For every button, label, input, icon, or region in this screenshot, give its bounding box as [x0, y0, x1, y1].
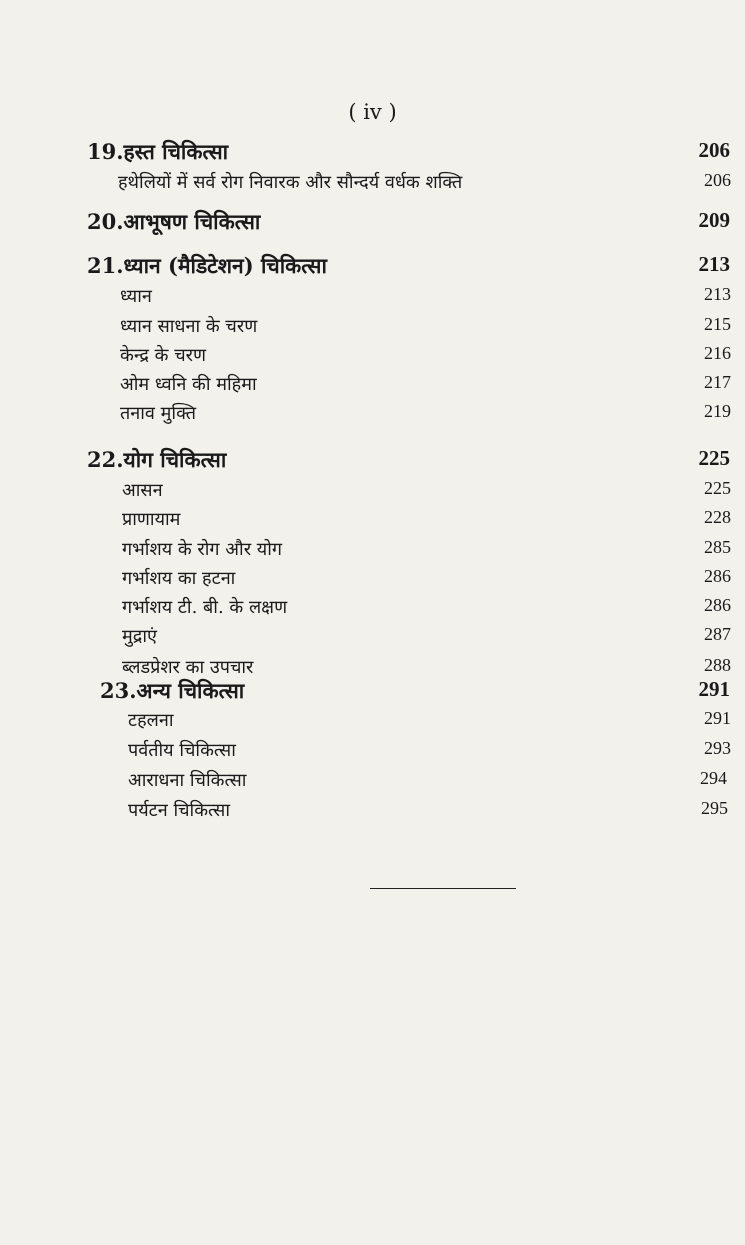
- toc-entry[interactable]: [0, 566, 745, 596]
- entry-page: 288: [704, 655, 731, 675]
- toc-entry[interactable]: [0, 343, 745, 373]
- entry-title: तनाव मुक्ति: [120, 403, 196, 424]
- toc-chapter-22[interactable]: [0, 446, 745, 476]
- entry-page: 287: [704, 624, 731, 644]
- toc-chapter-21[interactable]: [0, 252, 745, 282]
- toc-entry[interactable]: [0, 537, 745, 567]
- entry-title: पर्वतीय चिकित्सा: [128, 740, 236, 761]
- toc-entry[interactable]: [0, 401, 745, 431]
- chapter-page: 291: [698, 677, 730, 701]
- entry-title: गर्भाशय का हटना: [122, 568, 236, 589]
- toc-entry[interactable]: [0, 314, 745, 344]
- chapter-title: 20.आभूषण चिकित्सा: [87, 209, 261, 234]
- toc-entry[interactable]: [0, 284, 745, 314]
- toc-entry[interactable]: [0, 768, 745, 798]
- entry-title: ओम ध्वनि की महिमा: [120, 374, 257, 395]
- entry-page: 216: [704, 343, 731, 363]
- entry-title: हथेलियों में सर्व रोग निवारक और सौन्दर्य वर्धक शक्ति: [118, 172, 463, 193]
- toc-chapter-19[interactable]: [0, 138, 745, 168]
- toc-entry[interactable]: [0, 478, 745, 508]
- entry-page: 217: [704, 372, 731, 392]
- entry-title: पर्यटन चिकित्सा: [128, 800, 231, 821]
- entry-page: 228: [704, 507, 731, 527]
- entry-page: 206: [704, 170, 731, 190]
- entry-page: 225: [704, 478, 731, 498]
- toc-entry[interactable]: [0, 372, 745, 402]
- chapter-title: 19.हस्त चिकित्सा: [87, 139, 229, 164]
- toc-entry[interactable]: [0, 507, 745, 537]
- entry-page: 291: [704, 708, 731, 728]
- entry-page: 293: [704, 738, 731, 758]
- toc-entry[interactable]: [0, 595, 745, 625]
- entry-title: गर्भाशय के रोग और योग: [122, 539, 283, 560]
- entry-title: मुद्राएं: [122, 626, 157, 647]
- chapter-title: 21.ध्यान (मैडिटेशन) चिकित्सा: [87, 253, 327, 278]
- entry-title: प्राणायाम: [122, 509, 181, 530]
- chapter-page: 225: [698, 446, 730, 470]
- chapter-page: 206: [698, 138, 730, 162]
- entry-page: 286: [704, 595, 731, 615]
- page-number: ( iv ): [348, 100, 397, 124]
- entry-title: केन्द्र के चरण: [120, 345, 207, 366]
- entry-title: आसन: [122, 480, 163, 501]
- entry-page: 213: [704, 284, 731, 304]
- entry-title: ध्यान: [120, 286, 152, 307]
- entry-page: 219: [704, 401, 731, 421]
- toc-chapter-20[interactable]: [0, 208, 745, 238]
- entry-page: 294: [700, 768, 727, 788]
- chapter-page: 209: [698, 208, 730, 232]
- entry-title: टहलना: [128, 710, 174, 731]
- toc-entry[interactable]: [0, 738, 745, 768]
- entry-page: 295: [701, 798, 728, 818]
- chapter-title: 23.अन्य चिकित्सा: [100, 678, 245, 703]
- toc-entry[interactable]: [0, 170, 745, 200]
- toc-chapter-23[interactable]: [0, 673, 745, 713]
- toc-entry[interactable]: [0, 624, 745, 654]
- entry-page: 285: [704, 537, 731, 557]
- entry-page: 215: [704, 314, 731, 334]
- entry-title: ब्लडप्रेशर का उपचार: [122, 657, 254, 678]
- entry-title: ध्यान साधना के चरण: [120, 316, 258, 337]
- chapter-title: 22.योग चिकित्सा: [87, 447, 227, 472]
- entry-page: 286: [704, 566, 731, 586]
- chapter-page: 213: [698, 252, 730, 276]
- section-divider: [370, 888, 516, 889]
- entry-title: आराधना चिकित्सा: [128, 770, 247, 791]
- toc-entry[interactable]: [0, 798, 745, 828]
- toc-entry[interactable]: [0, 708, 745, 738]
- entry-title: गर्भाशय टी. बी. के लक्षण: [122, 597, 288, 618]
